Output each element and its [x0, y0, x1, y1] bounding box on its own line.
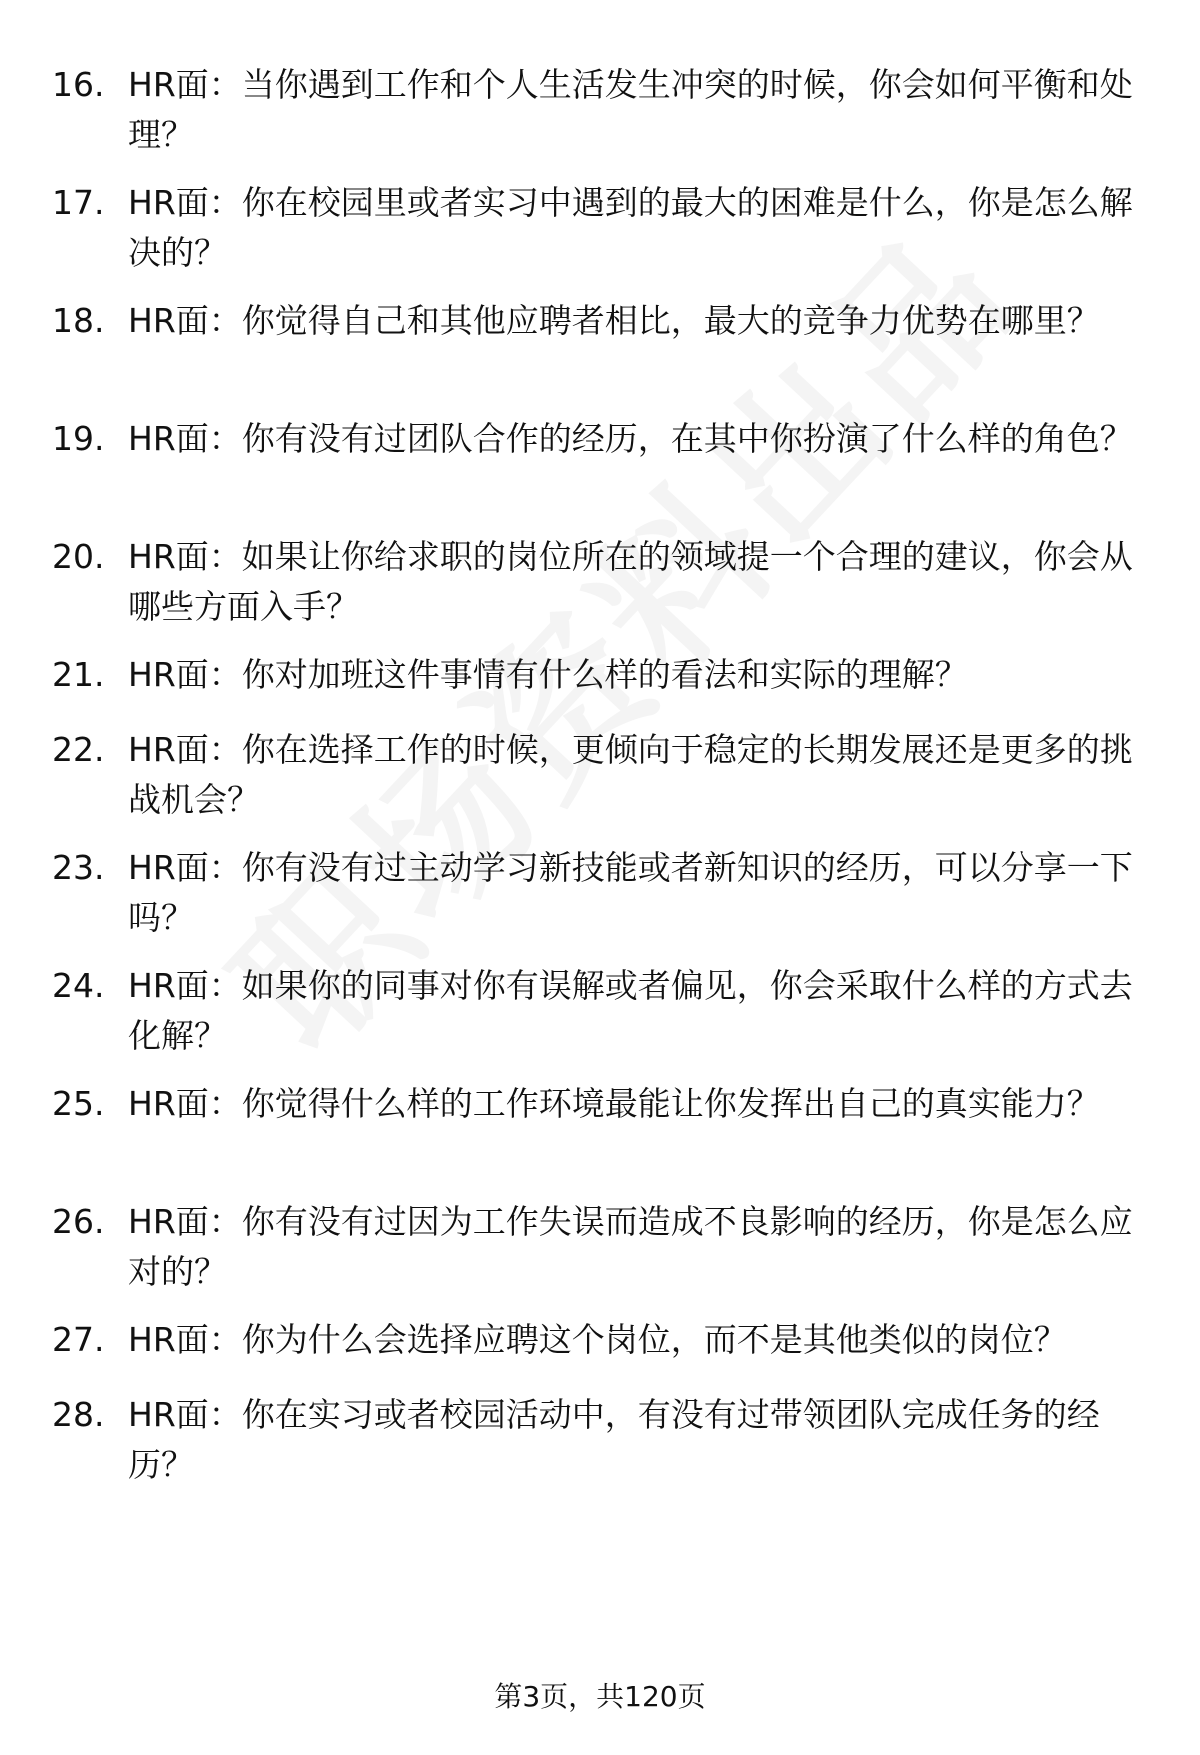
- question-text: HR面：你对加班这件事情有什么样的看法和实际的理解？: [128, 655, 968, 694]
- question-number: 24.: [52, 966, 105, 1005]
- question-item: [0, 414, 1200, 514]
- question-number: 23.: [52, 848, 105, 887]
- question-text: HR面：你为什么会选择应聘这个岗位，而不是其他类似的岗位？: [128, 1320, 1067, 1359]
- question-number: 26.: [52, 1202, 105, 1241]
- question-number: 20.: [52, 537, 105, 576]
- question-text: HR面：你有没有过团队合作的经历，在其中你扮演了什么样的角色？: [128, 419, 1133, 458]
- question-text: HR面：你觉得什么样的工作环境最能让你发挥出自己的真实能力？: [128, 1084, 1100, 1123]
- question-number: 19.: [52, 419, 105, 458]
- question-item: [0, 843, 1200, 943]
- question-text: HR面：你有没有过主动学习新技能或者新知识的经历，可以分享一下吗？: [128, 848, 1133, 937]
- question-item: [0, 961, 1200, 1061]
- question-text: HR面：当你遇到工作和个人生活发生冲突的时候，你会如何平衡和处理？: [128, 65, 1133, 154]
- question-text: HR面：如果你的同事对你有误解或者偏见，你会采取什么样的方式去化解？: [128, 966, 1133, 1055]
- question-number: 21.: [52, 655, 105, 694]
- question-number: 25.: [52, 1084, 105, 1123]
- question-text: HR面：你有没有过因为工作失误而造成不良影响的经历，你是怎么应对的？: [128, 1202, 1133, 1291]
- question-item: [0, 1390, 1200, 1490]
- question-text: HR面：你觉得自己和其他应聘者相比，最大的竞争力优势在哪里？: [128, 301, 1100, 340]
- question-number: 18.: [52, 301, 105, 340]
- question-text: HR面：你在实习或者校园活动中，有没有过带领团队完成任务的经历？: [128, 1395, 1100, 1484]
- question-item: [0, 178, 1200, 278]
- page-footer: 第3页，共120页: [494, 1680, 706, 1713]
- question-number: 27.: [52, 1320, 105, 1359]
- question-item: [0, 1079, 1200, 1179]
- question-item: [0, 1197, 1200, 1297]
- question-item: [0, 532, 1200, 632]
- question-item: [0, 725, 1200, 825]
- question-text: HR面：你在校园里或者实习中遇到的最大的困难是什么，你是怎么解决的？: [128, 183, 1133, 272]
- question-number: 28.: [52, 1395, 105, 1434]
- question-item: [0, 60, 1200, 160]
- question-number: 17.: [52, 183, 105, 222]
- question-text: HR面：你在选择工作的时候，更倾向于稳定的长期发展还是更多的挑战机会？: [128, 730, 1133, 819]
- question-number: 16.: [52, 65, 105, 104]
- question-item: [0, 296, 1200, 396]
- question-text: HR面：如果让你给求职的岗位所在的领域提一个合理的建议，你会从哪些方面入手？: [128, 537, 1133, 626]
- question-number: 22.: [52, 730, 105, 769]
